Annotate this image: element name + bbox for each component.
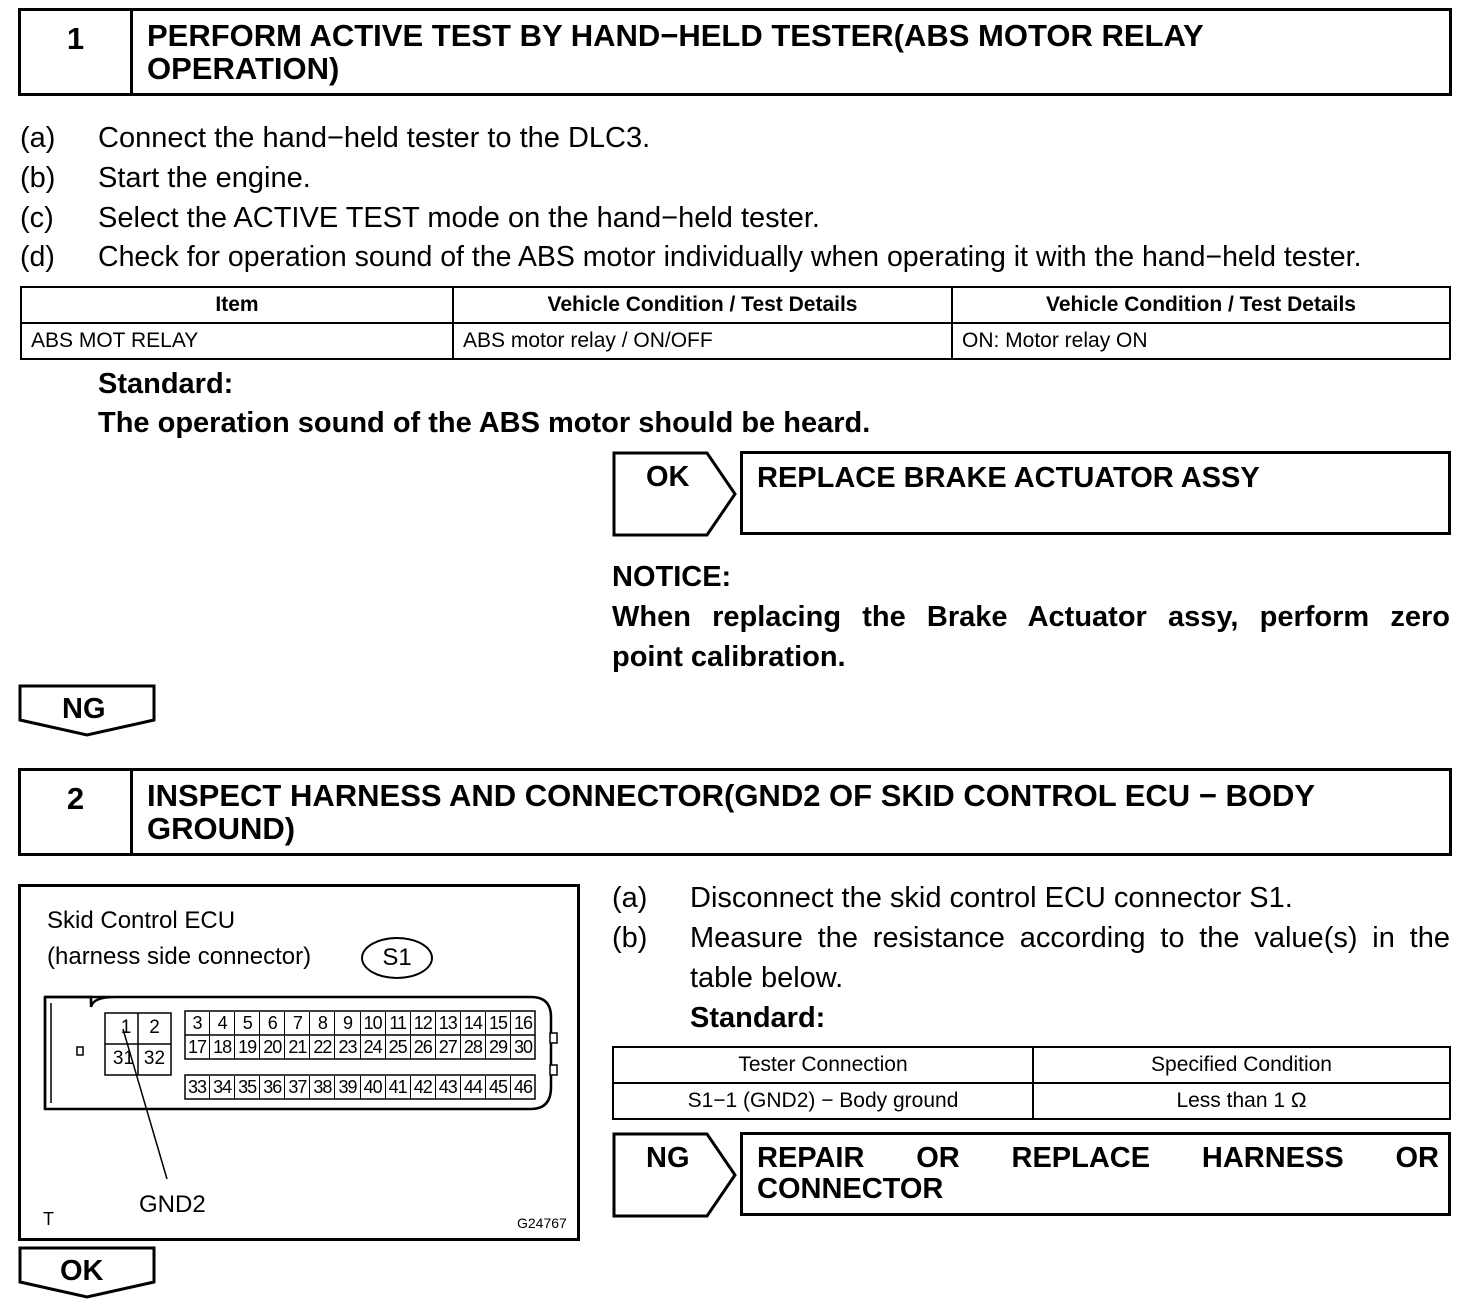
- pin-label: 30: [510, 1036, 535, 1059]
- pin-label: 12: [410, 1012, 435, 1035]
- pin-label: 3: [192, 1013, 202, 1033]
- corner-mark: T: [43, 1209, 54, 1229]
- step-title: PERFORM ACTIVE TEST BY HAND−HELD TESTER(ABS MOTOR RELAY OPERATION): [147, 18, 1204, 86]
- table-cell: ABS motor relay / ON/OFF: [453, 323, 952, 359]
- pin-label: 17: [188, 1037, 207, 1057]
- standard-label: Standard:: [98, 368, 234, 400]
- pin-label: 6: [259, 1012, 284, 1035]
- pin-label: 1: [120, 1017, 132, 1038]
- instruction-b: (b): [612, 922, 648, 954]
- ng-label: NG: [62, 693, 106, 725]
- pin-label: 31: [112, 1048, 135, 1069]
- pin-label: 21: [284, 1036, 309, 1059]
- notice-text-1: When replacing the Brake Actuator assy, perform zero: [612, 601, 1450, 633]
- table-cell: S1−1 (GND2) − Body ground: [613, 1083, 1033, 1119]
- table-header: Item: [21, 287, 453, 323]
- ok-action-box: [740, 451, 1451, 535]
- step-title: INSPECT HARNESS AND CONNECTOR(GND2 OF SKID CONTROL ECU − BODY GROUND): [147, 778, 1316, 846]
- notice-label: NOTICE:: [612, 561, 732, 593]
- step-1-header: [18, 8, 1452, 96]
- pin-label: 34: [209, 1076, 234, 1099]
- table-row: [21, 323, 1450, 359]
- pin-label: 15: [485, 1012, 510, 1035]
- pin-label: 38: [309, 1076, 334, 1099]
- step-2-header: [18, 768, 1452, 856]
- pin-label: 23: [334, 1036, 359, 1059]
- table-header: Tester Connection: [613, 1047, 1033, 1083]
- figure-subtitle: (harness side connector): [47, 943, 312, 970]
- table-header-row: [613, 1047, 1450, 1083]
- ng-label: NG: [646, 1142, 690, 1174]
- pin-label: 7: [284, 1012, 309, 1035]
- pin-label: 22: [309, 1036, 334, 1059]
- table-cell: ON: Motor relay ON: [952, 323, 1450, 359]
- step-number: 2: [21, 771, 133, 853]
- active-test-table: [20, 286, 1451, 360]
- pin-label: 25: [385, 1036, 410, 1059]
- pin-label: 36: [259, 1076, 284, 1099]
- pin-label: 9: [334, 1012, 359, 1035]
- connector-diagram: [21, 887, 577, 1238]
- instruction-a: (a) Disconnect the skid control ECU connector S1.: [612, 882, 1293, 914]
- ecu-connector-figure: [18, 884, 580, 1241]
- pin-label: 11: [385, 1012, 410, 1035]
- instruction-b: (b) Start the engine.: [20, 162, 311, 194]
- pin-label: 40: [360, 1076, 385, 1099]
- pin-label: 33: [188, 1077, 207, 1097]
- pin-label: 28: [460, 1036, 485, 1059]
- table-header-row: [21, 287, 1450, 323]
- pin-label: 43: [435, 1076, 460, 1099]
- standard-label: Standard:: [690, 1002, 826, 1034]
- pin-callout-label: GND2: [139, 1191, 206, 1218]
- pin-label: 39: [334, 1076, 359, 1099]
- ng-action-text-2: CONNECTOR: [757, 1173, 944, 1205]
- instruction-d: (d) Check for operation sound of the ABS motor individually when operating it with the hand−held tester.: [20, 241, 1362, 273]
- ng-action-box: [740, 1132, 1451, 1216]
- figure-title: Skid Control ECU: [47, 907, 236, 934]
- instruction-b-text-2: table below.: [690, 962, 844, 994]
- pin-label: 2: [149, 1017, 160, 1038]
- pin-label: 8: [309, 1012, 334, 1035]
- step-number: 1: [21, 11, 133, 93]
- ok-label: OK: [60, 1255, 104, 1287]
- pin-label: 44: [460, 1076, 485, 1099]
- pin-label: 32: [143, 1048, 166, 1069]
- table-cell: Less than 1 Ω: [1033, 1083, 1450, 1119]
- pin-row-2: [185, 1036, 535, 1059]
- pin-label: 45: [485, 1076, 510, 1099]
- pin-row-3: [185, 1076, 535, 1099]
- table-header: Specified Condition: [1033, 1047, 1450, 1083]
- pin-label: 29: [485, 1036, 510, 1059]
- pin-label: 10: [360, 1012, 385, 1035]
- pin-label: 26: [410, 1036, 435, 1059]
- pin-row-1: [185, 1012, 535, 1035]
- pin-label: 42: [410, 1076, 435, 1099]
- pin-label: 13: [435, 1012, 460, 1035]
- instruction-b-text: Measure the resistance according to the value(s) in the: [690, 922, 1450, 954]
- instruction-c: (c) Select the ACTIVE TEST mode on the hand−held tester.: [20, 202, 820, 234]
- notice-text-2: point calibration.: [612, 641, 846, 673]
- ok-action-text: REPLACE BRAKE ACTUATOR ASSY: [757, 462, 1260, 494]
- pin-label: 14: [460, 1012, 485, 1035]
- pin-label: 5: [234, 1012, 259, 1035]
- pin-label: 37: [284, 1076, 309, 1099]
- figure-id: G24767: [517, 1215, 567, 1231]
- pin-label: 46: [510, 1076, 535, 1099]
- pin-label: 27: [435, 1036, 460, 1059]
- pin-label: 4: [209, 1012, 234, 1035]
- resistance-table: [612, 1046, 1451, 1120]
- table-header: Vehicle Condition / Test Details: [952, 287, 1450, 323]
- pin-label: 20: [259, 1036, 284, 1059]
- pin-label: 41: [385, 1076, 410, 1099]
- table-header: Vehicle Condition / Test Details: [453, 287, 952, 323]
- table-row: [613, 1083, 1450, 1119]
- ok-label: OK: [646, 461, 690, 493]
- pin-label: 19: [234, 1036, 259, 1059]
- standard-text: The operation sound of the ABS motor should be heard.: [98, 407, 871, 439]
- pin-label: 24: [360, 1036, 385, 1059]
- table-cell: ABS MOT RELAY: [21, 323, 453, 359]
- pin-label: 16: [510, 1012, 535, 1035]
- connector-code-badge: S1: [361, 937, 433, 979]
- pin-label: 18: [209, 1036, 234, 1059]
- pin-label: 35: [234, 1076, 259, 1099]
- ng-action-text: REPAIR OR REPLACE HARNESS OR: [757, 1142, 1439, 1174]
- instruction-a: (a) Connect the hand−held tester to the DLC3.: [20, 122, 651, 154]
